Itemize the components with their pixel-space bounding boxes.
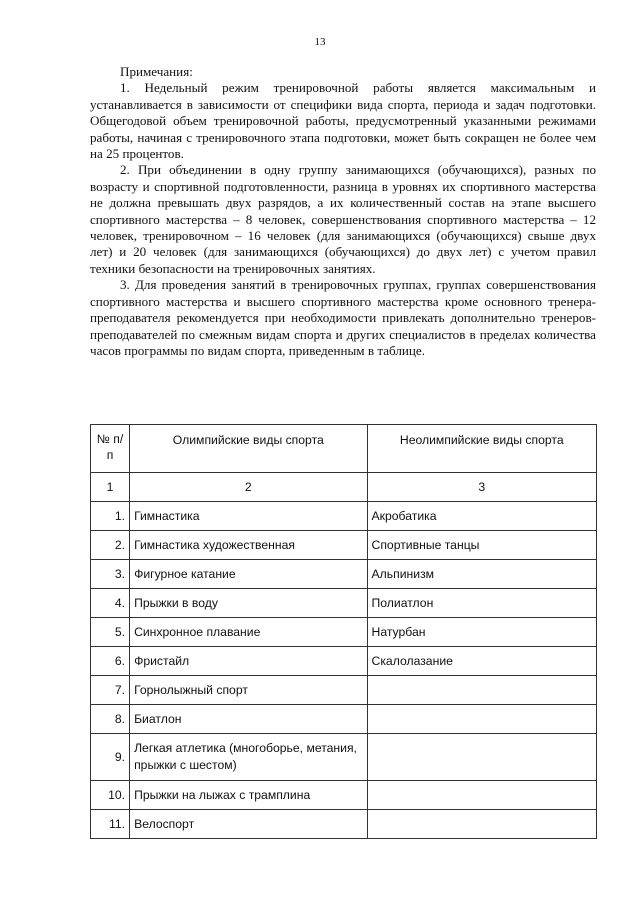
non-olympic-sport-cell — [367, 705, 596, 734]
olympic-sport-cell: Прыжки на лыжах с трамплина — [130, 781, 367, 810]
table-row — [91, 810, 597, 839]
table-row — [91, 560, 597, 589]
sports-table — [90, 424, 597, 839]
olympic-sport-cell: Легкая атлетика (многоборье, метания, прыжки с шестом) — [130, 734, 367, 781]
index-cell: 3 — [367, 473, 596, 502]
non-olympic-sport-cell: Спортивные танцы — [367, 531, 596, 560]
row-number-cell: 1. — [91, 502, 130, 531]
table-row — [91, 531, 597, 560]
page-number: 13 — [314, 36, 326, 48]
table-row — [91, 502, 597, 531]
table-header-row — [91, 425, 597, 473]
table-row — [91, 589, 597, 618]
notes-section — [90, 64, 596, 359]
row-number-cell: 5. — [91, 618, 130, 647]
row-number-cell: 7. — [91, 676, 130, 705]
notes-title: Примечания: — [120, 64, 193, 79]
index-cell: 1 — [91, 473, 130, 502]
row-number-cell: 2. — [91, 531, 130, 560]
note-paragraph-1: 1. Недельный режим тренировочной работы является максимальным и устанавливается в зависимости от специфики вида спорта, периода и задач подготовки. Общегодовой объем тренировочной работы, предусмотренный указанными режимами работы, начиная с тренировочного этапа подготовки, может быть сокращен не более чем на 25 процентов. — [90, 80, 596, 162]
non-olympic-sport-cell — [367, 810, 596, 839]
table-row — [91, 676, 597, 705]
header-olympic: Олимпийские виды спорта — [130, 425, 367, 473]
non-olympic-sport-cell: Натурбан — [367, 618, 596, 647]
table-body — [91, 473, 597, 839]
olympic-sport-cell: Прыжки в воду — [130, 589, 367, 618]
table-index-row — [91, 473, 597, 502]
table-row — [91, 781, 597, 810]
row-number-cell: 11. — [91, 810, 130, 839]
olympic-sport-cell: Фигурное катание — [130, 560, 367, 589]
olympic-sport-cell: Гимнастика — [130, 502, 367, 531]
table-row — [91, 734, 597, 781]
non-olympic-sport-cell: Полиатлон — [367, 589, 596, 618]
non-olympic-sport-cell: Скалолазание — [367, 647, 596, 676]
olympic-sport-cell: Велоспорт — [130, 810, 367, 839]
table-row — [91, 705, 597, 734]
non-olympic-sport-cell: Альпинизм — [367, 560, 596, 589]
note-paragraph-3: 3. Для проведения занятий в тренировочных группах, группах совершенствования спортивного мастерства и высшего спортивного мастерства кроме основного тренера-преподавателя рекомендуется при необходимости привлекать дополнительно тренеров-преподавателей по смежным видам спорта и других специалистов в пределах количества часов программы по видам спорта, приведенным в таблице. — [90, 277, 596, 358]
table-row — [91, 618, 597, 647]
row-number-cell: 4. — [91, 589, 130, 618]
olympic-sport-cell: Синхронное плавание — [130, 618, 367, 647]
row-number-cell: 3. — [91, 560, 130, 589]
row-number-cell: 9. — [91, 734, 130, 781]
row-number-cell: 8. — [91, 705, 130, 734]
olympic-sport-cell: Фристайл — [130, 647, 367, 676]
olympic-sport-cell: Биатлон — [130, 705, 367, 734]
note-paragraph-2: 2. При объединении в одну группу занимающихся (обучающихся), разных по возрасту и спортивной подготовленности, разница в уровнях их спортивного мастерства не должна превышать двух разрядов, а их количественный состав на этапе высшего спортивного мастерства – 8 человек, совершенствования спортивного мастерства – 12 человек, тренировочном – 16 человек (для занимающихся (обучающихся) свыше двух лет) и 20 человек (для занимающихся (обучающихся) до двух лет) с учетом правил техники безопасности на тренировочных занятиях. — [90, 162, 596, 276]
header-num: № п/п — [91, 425, 130, 473]
row-number-cell: 10. — [91, 781, 130, 810]
table-row — [91, 647, 597, 676]
header-non-olympic: Неолимпийские виды спорта — [367, 425, 596, 473]
non-olympic-sport-cell: Акробатика — [367, 502, 596, 531]
non-olympic-sport-cell — [367, 676, 596, 705]
index-cell: 2 — [130, 473, 367, 502]
olympic-sport-cell: Горнолыжный спорт — [130, 676, 367, 705]
row-number-cell: 6. — [91, 647, 130, 676]
non-olympic-sport-cell — [367, 781, 596, 810]
non-olympic-sport-cell — [367, 734, 596, 781]
olympic-sport-cell: Гимнастика художественная — [130, 531, 367, 560]
